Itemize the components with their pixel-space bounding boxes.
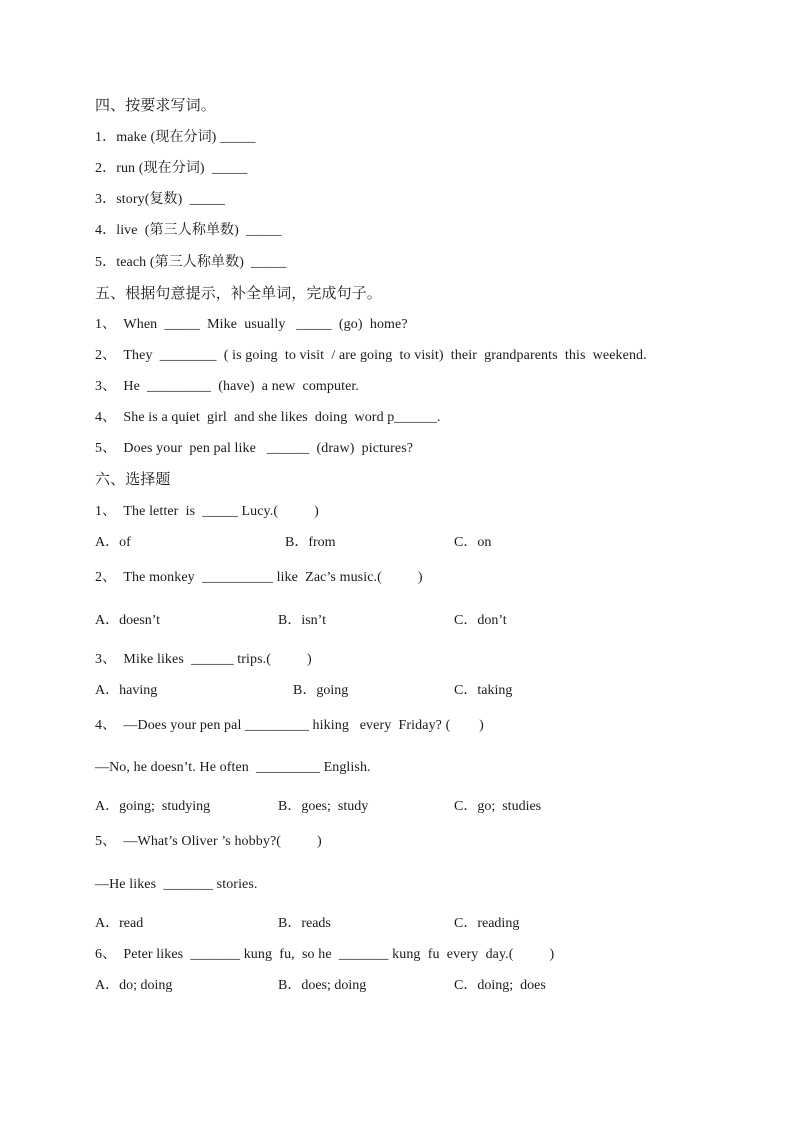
question-5-option-a: A．read xyxy=(95,916,144,931)
question-1-option-a: A．of xyxy=(95,535,131,550)
section5-item-5: 5、 Does your pen pal like ______ (draw) pictures? xyxy=(95,441,414,456)
question-2-option-b: B．isn’t xyxy=(278,613,326,628)
section6-heading: 六、选择题 xyxy=(95,472,171,488)
section5-item-1: 1、 When _____ Mike usually _____ (go) home? xyxy=(95,317,408,332)
question-6-stem: 6、 Peter likes _______ kung fu, so he _______ kung fu every day.( ) xyxy=(95,947,555,962)
question-3-option-b: B．going xyxy=(293,683,349,698)
section5-item-3: 3、 He _________ (have) a new computer. xyxy=(95,379,360,394)
question-2-option-a: A．doesn’t xyxy=(95,613,161,628)
section4-item-1: 1．make (现在分词) _____ xyxy=(95,130,256,145)
question-2-option-c: C．don’t xyxy=(454,613,507,628)
question-5-answer-line: —He likes _______ stories. xyxy=(95,877,258,892)
section4-item-2: 2．run (现在分词) _____ xyxy=(95,161,248,176)
question-3-option-c: C．taking xyxy=(454,683,513,698)
section5-heading: 五、根据句意提示，补全单词，完成句子。 xyxy=(95,286,382,302)
question-4-answer-line: —No, he doesn’t. He often _________ English. xyxy=(95,760,371,775)
question-6-option-c: C．doing; does xyxy=(454,978,546,993)
question-5-stem: 5、 —What’s Oliver ’s hobby?( ) xyxy=(95,834,322,849)
question-4-option-c: C．go; studies xyxy=(454,799,542,814)
section5-item-2: 2、 They ________ ( is going to visit / are going to visit) their grandparents this weekend. xyxy=(95,348,647,363)
section4-item-3: 3．story(复数) _____ xyxy=(95,192,226,207)
section4-item-4: 4．live (第三人称单数) _____ xyxy=(95,223,282,238)
section5-item-4: 4、 She is a quiet girl and she likes doing word p______. xyxy=(95,410,441,425)
question-2-stem: 2、 The monkey __________ like Zac’s music.( ) xyxy=(95,570,423,585)
question-1-stem: 1、 The letter is _____ Lucy.( ) xyxy=(95,504,319,519)
question-1-option-b: B．from xyxy=(285,535,336,550)
question-3-option-a: A．having xyxy=(95,683,158,698)
question-1-option-c: C．on xyxy=(454,535,492,550)
question-6-option-a: A．do; doing xyxy=(95,978,173,993)
question-4-option-a: A．going; studying xyxy=(95,799,211,814)
question-3-stem: 3、 Mike likes ______ trips.( ) xyxy=(95,652,312,667)
question-4-option-b: B．goes; study xyxy=(278,799,369,814)
question-5-option-b: B．reads xyxy=(278,916,331,931)
question-5-option-c: C．reading xyxy=(454,916,520,931)
question-6-option-b: B．does; doing xyxy=(278,978,367,993)
question-4-stem: 4、 —Does your pen pal _________ hiking every Friday? ( ) xyxy=(95,718,484,733)
section4-item-5: 5．teach (第三人称单数) _____ xyxy=(95,255,287,270)
section4-heading: 四、按要求写词。 xyxy=(95,98,216,114)
